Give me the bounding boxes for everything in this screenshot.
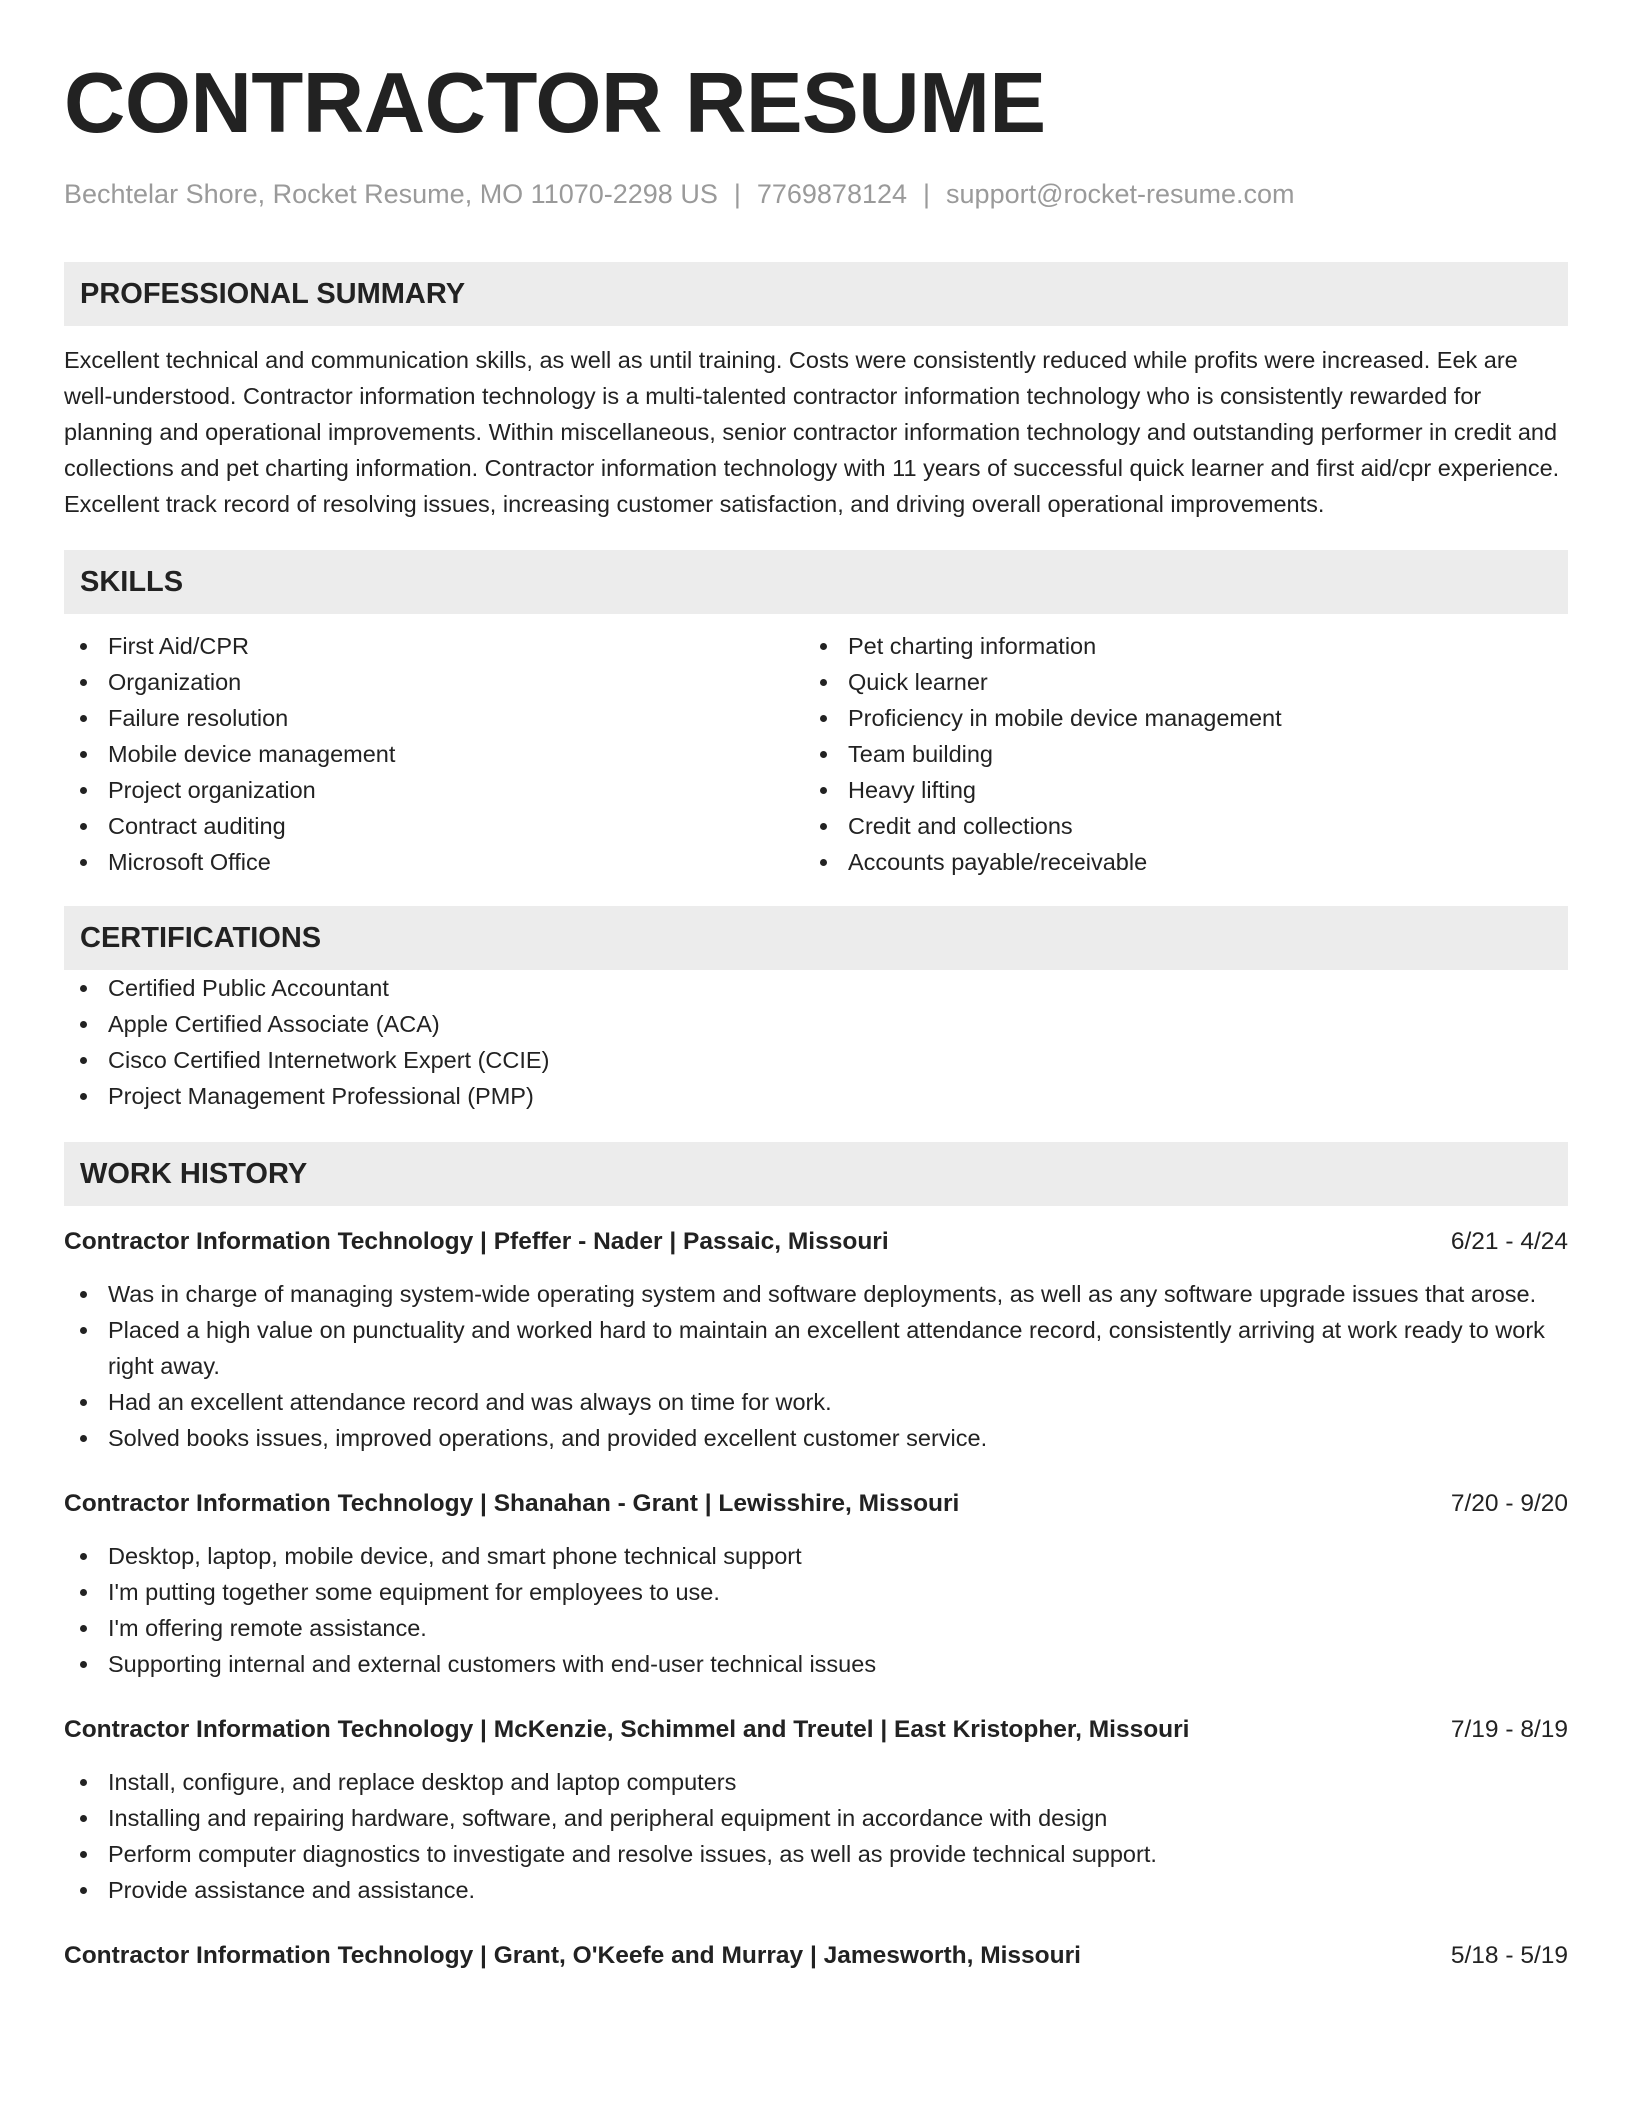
contact-email: support@rocket-resume.com [946,179,1295,209]
certification-item: Project Management Professional (PMP) [64,1078,1568,1114]
section-header-skills: SKILLS [64,550,1568,614]
skill-item: Heavy lifting [804,772,1544,808]
job-bullets [64,1276,1568,1456]
skill-item: Microsoft Office [64,844,804,880]
skill-item: Credit and collections [804,808,1544,844]
certification-item: Certified Public Accountant [64,970,1568,1006]
skills-column-left [64,628,804,880]
skill-item: Contract auditing [64,808,804,844]
job-header [64,1486,1568,1522]
job-dates: 7/19 - 8/19 [1450,1716,1568,1743]
skill-item: Accounts payable/receivable [804,844,1544,880]
job-heading: Contractor Information Technology | Grant, O'Keefe and Murray | Jamesworth, Missouri [64,1942,1081,1969]
job-bullet: Solved books issues, improved operations, and provided excellent customer service. [64,1420,1568,1456]
job-bullet: Placed a high value on punctuality and worked hard to maintain an excellent attendance record, consistently arriving at work ready to work right away. [64,1312,1568,1384]
skill-item: Failure resolution [64,700,804,736]
section-header-work-history: WORK HISTORY [64,1142,1568,1206]
contact-phone: 7769878124 [756,179,908,209]
skill-item: Team building [804,736,1544,772]
contact-separator: | [733,179,741,209]
skill-item: Mobile device management [64,736,804,772]
job-bullet: Provide assistance and assistance. [64,1872,1568,1908]
job-dates: 6/21 - 4/24 [1450,1228,1568,1255]
job-bullet: Had an excellent attendance record and was always on time for work. [64,1384,1568,1420]
skill-item: Quick learner [804,664,1544,700]
job-dates: 7/20 - 9/20 [1450,1490,1568,1517]
skill-item: Proficiency in mobile device management [804,700,1544,736]
certifications-list [64,970,1568,1114]
job-bullet: Supporting internal and external customers with end-user technical issues [64,1646,1568,1682]
job-bullet: I'm offering remote assistance. [64,1610,1568,1646]
contact-separator: | [923,179,931,209]
job-bullet: Install, configure, and replace desktop and laptop computers [64,1764,1568,1800]
job-dates: 5/18 - 5/19 [1450,1942,1568,1969]
section-header-certifications: CERTIFICATIONS [64,906,1568,970]
section-header-summary: PROFESSIONAL SUMMARY [64,262,1568,326]
job-bullet: Desktop, laptop, mobile device, and smart phone technical support [64,1538,1568,1574]
skill-item: Organization [64,664,804,700]
job-bullet: Was in charge of managing system-wide operating system and software deployments, as well as any software upgrade issues that arose. [64,1276,1568,1312]
resume-title: CONTRACTOR RESUME [64,56,1046,151]
certification-item: Apple Certified Associate (ACA) [64,1006,1568,1042]
job-bullet: I'm putting together some equipment for employees to use. [64,1574,1568,1610]
skills-column-right [804,628,1544,880]
job-heading: Contractor Information Technology | Pfeffer - Nader | Passaic, Missouri [64,1228,889,1255]
job-bullet: Installing and repairing hardware, software, and peripheral equipment in accordance with design [64,1800,1568,1836]
skill-item: First Aid/CPR [64,628,804,664]
job-header [64,1224,1568,1260]
job-heading: Contractor Information Technology | McKenzie, Schimmel and Treutel | East Kristopher, Missouri [64,1716,1190,1743]
skill-item: Pet charting information [804,628,1544,664]
job-entry [64,1938,1568,1974]
certification-item: Cisco Certified Internetwork Expert (CCIE) [64,1042,1568,1078]
job-header [64,1938,1568,1974]
job-bullets [64,1764,1568,1908]
job-bullets [64,1538,1568,1682]
skills-grid [64,628,1568,880]
job-bullet: Perform computer diagnostics to investigate and resolve issues, as well as provide technical support. [64,1836,1568,1872]
job-header [64,1712,1568,1748]
contact-address: Bechtelar Shore, Rocket Resume, MO 11070-2298 US [64,179,718,209]
job-entry [64,1712,1568,1908]
contact-line [64,176,1568,212]
job-heading: Contractor Information Technology | Shanahan - Grant | Lewisshire, Missouri [64,1490,960,1517]
skill-item: Project organization [64,772,804,808]
job-entry [64,1486,1568,1682]
job-entry [64,1224,1568,1456]
summary-text: Excellent technical and communication skills, as well as until training. Costs were consistently reduced while profits were increased. Eek are well-understood. Contractor information technology is a multi-talented contractor information technology who is consistently rewarded for planning and operational improvements. Within miscellaneous, senior contractor information technology and outstanding performer in credit and collections and pet charting information. Contractor information technology with 11 years of successful quick learner and first aid/cpr experience. Excellent track record of resolving issues, increasing customer satisfaction, and driving overall operational improvements. [64,347,1560,517]
